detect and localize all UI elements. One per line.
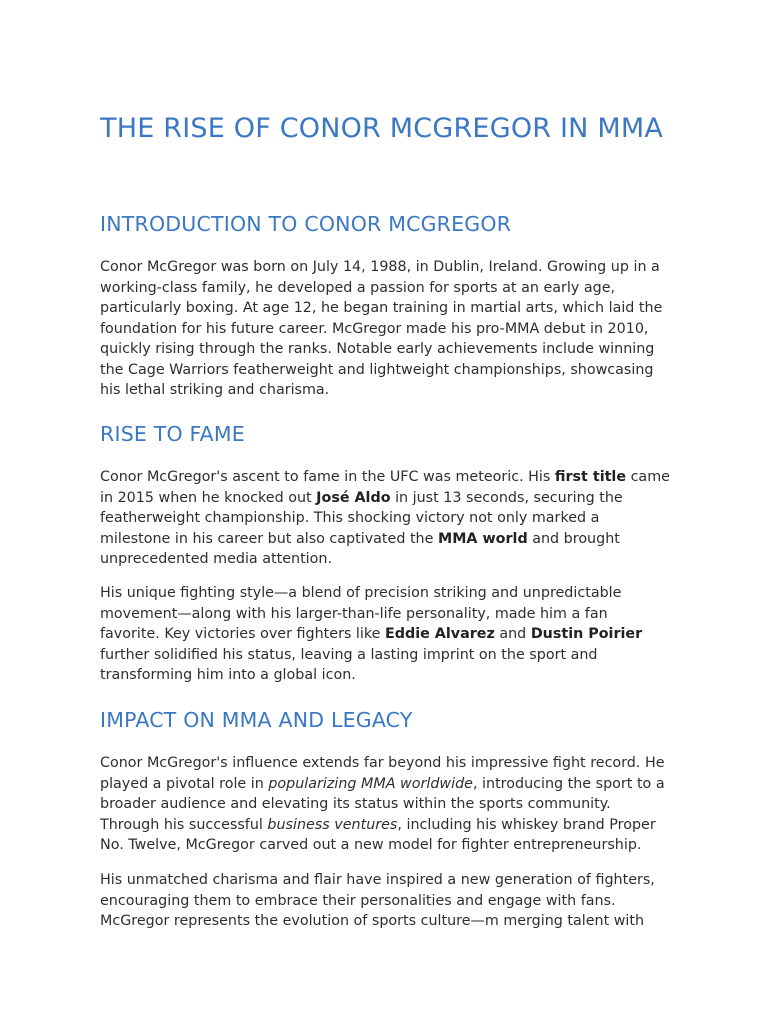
paragraph-introduction bbox=[100, 257, 670, 401]
paragraph-text: came in 2015 when he knocked out bbox=[100, 469, 670, 506]
paragraph-rise-to-fame-2 bbox=[100, 583, 670, 686]
bold-phrase-first-title: first title bbox=[554, 469, 627, 485]
paragraph-text: Conor McGregor was born on July 14, 1988, in Dublin, Ireland. Growing up in a working-class family, he developed a passion for sports at an early age, particularly boxing. At age 12, he began training in martial arts, which laid the foundation for his future career. McGregor made his pro-MMA debut in 2010, quickly rising through the ranks. Notable early achievements include winning the Cage Warriors featherweight and lightweight championships, showcasing his lethal striking and charisma. bbox=[100, 259, 663, 398]
document-title: THE RISE OF CONOR MCGREGOR IN MMA bbox=[100, 113, 664, 144]
section-heading-rise-to-fame: RISE TO FAME bbox=[100, 422, 245, 446]
section-heading-introduction: INTRODUCTION TO CONOR MCGREGOR bbox=[100, 212, 512, 236]
paragraph-text: further solidified his status, leaving a lasting imprint on the sport and transforming him into a global icon. bbox=[100, 646, 598, 683]
bold-phrase-jose-aldo: José Aldo bbox=[316, 489, 391, 506]
paragraph-text: Conor McGregor's influence extends far beyond his impressive fight record. He played a pivotal role in bbox=[100, 755, 665, 792]
paragraph-text: , including his whiskey brand Proper No. Twelve, McGregor carved out a new model for fighter entrepreneurship. bbox=[100, 816, 656, 853]
bold-phrase-mma-world: MMA world bbox=[437, 530, 528, 547]
bold-phrase-eddie-alvarez: Eddie Alvarez bbox=[385, 626, 495, 642]
paragraph-text: Conor McGregor's ascent to fame in the UFC was meteoric. His bbox=[100, 469, 555, 485]
italic-phrase-business-ventures: business ventures bbox=[267, 816, 398, 833]
section-heading-impact-and-legacy: IMPACT ON MMA AND LEGACY bbox=[100, 708, 413, 732]
paragraph-text: , introducing the sport to a broader audience and elevating its status within the sports community. Through his successful bbox=[100, 775, 665, 833]
paragraph-text: His unmatched charisma and flair have inspired a new generation of fighters, encouraging them to embrace their personalities and engage with fans. McGregor represents the evolution of sports culture—m merging talent with bbox=[100, 872, 655, 929]
paragraph-text: and bbox=[494, 626, 531, 642]
bold-phrase-dustin-poirier: Dustin Poirier bbox=[530, 626, 643, 642]
paragraph-text: His unique fighting style—a blend of precision striking and unpredictable movement—along with his larger-than-life personality, made him a fan favorite. Key victories over fighters like bbox=[100, 585, 622, 642]
paragraph-impact-1 bbox=[100, 753, 670, 856]
italic-phrase-popularizing-mma: popularizing MMA worldwide bbox=[268, 775, 473, 792]
paragraph-impact-2 bbox=[100, 870, 670, 932]
paragraph-rise-to-fame-1 bbox=[100, 467, 670, 570]
paragraph-text: and brought unprecedented media attention. bbox=[100, 530, 620, 567]
paragraph-text: in just 13 seconds, securing the featherweight championship. This shocking victory not only marked a milestone in his career but also captivated the bbox=[100, 489, 623, 547]
